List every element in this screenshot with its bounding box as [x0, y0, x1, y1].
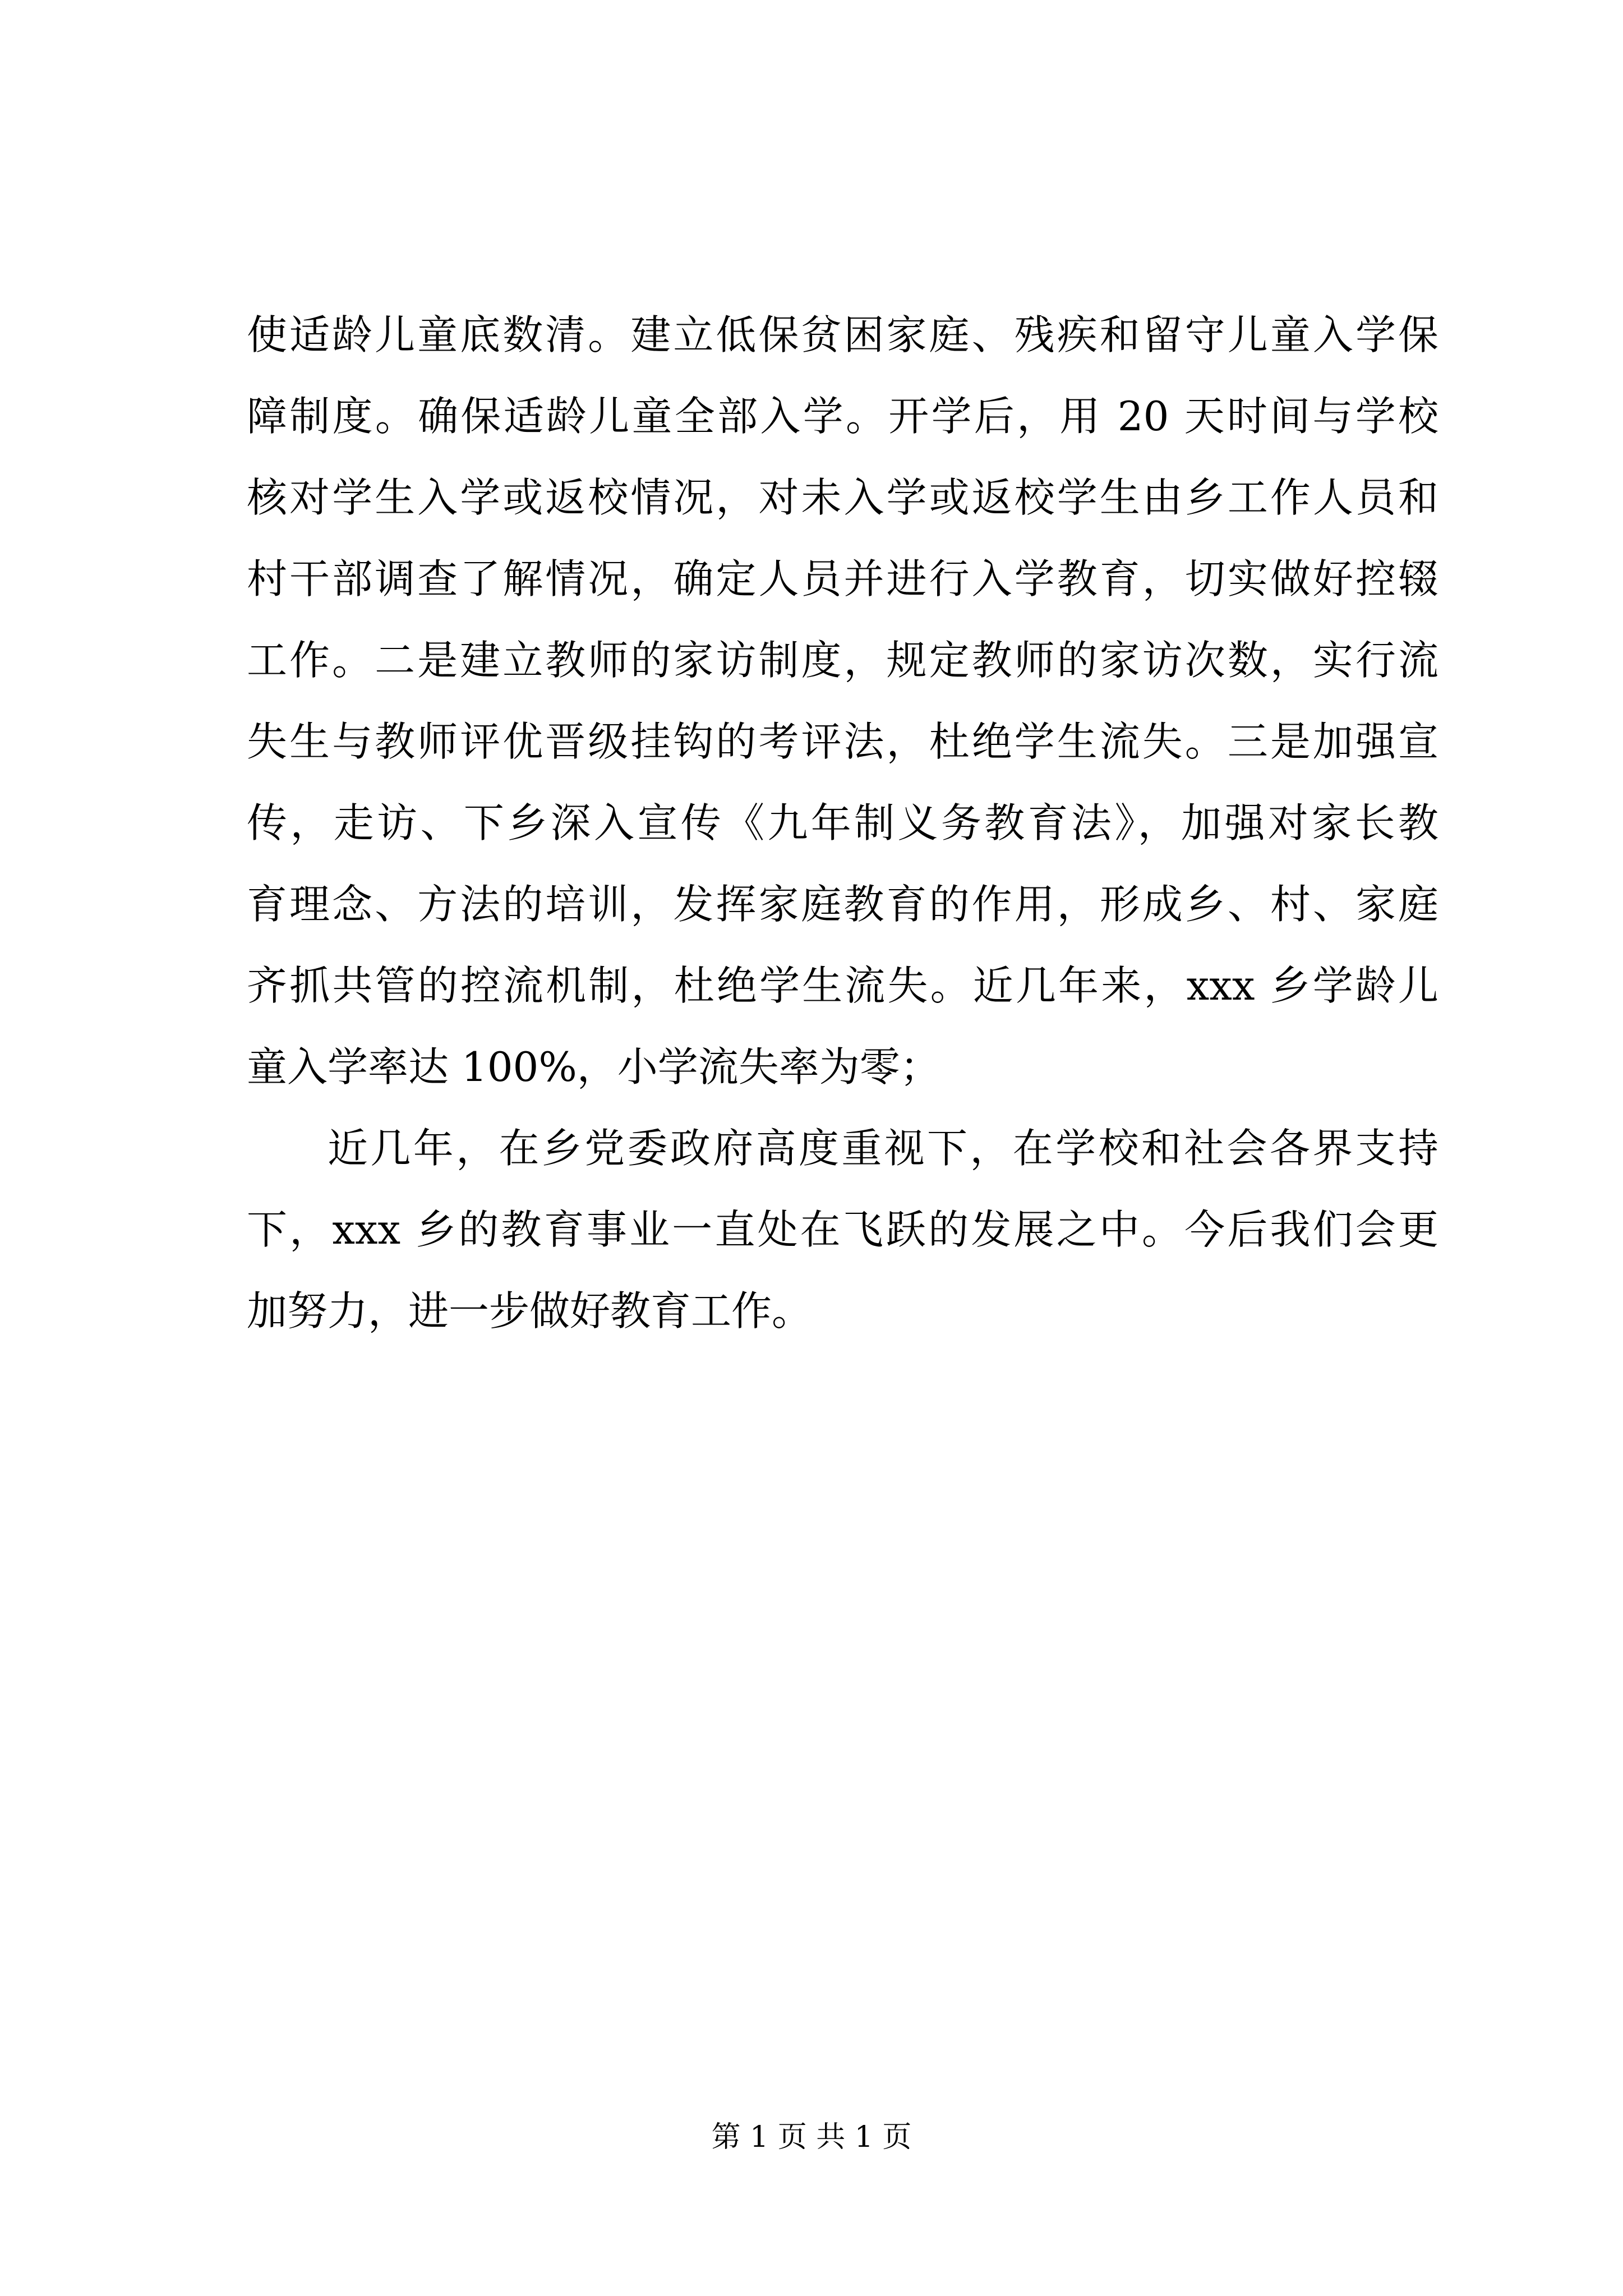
- paragraph-1: [247, 295, 1438, 1108]
- paragraph-line: 齐抓共管的控流机制，杜绝学生流失。近几年来，xxx 乡学龄儿: [247, 962, 1438, 1009]
- page-number-label: 第 1 页 共 1 页: [711, 2120, 912, 2154]
- paragraph-line: 近几年，在乡党委政府高度重视下，在学校和社会各界支持: [328, 1125, 1438, 1172]
- paragraph-line: 使适龄儿童底数清。建立低保贫困家庭、残疾和留守儿童入学保: [247, 311, 1438, 358]
- paragraph-line: 障制度。确保适龄儿童全部入学。开学后，用 20 天时间与学校: [247, 393, 1438, 440]
- paragraph-line: 村干部调查了解情况，确定人员并进行入学教育，切实做好控辍: [247, 555, 1438, 602]
- paragraph-line: 下，xxx 乡的教育事业一直处在飞跃的发展之中。今后我们会更: [247, 1206, 1438, 1253]
- page-footer: [0, 2118, 1623, 2157]
- paragraph-line: 加努力，进一步做好教育工作。: [247, 1287, 813, 1335]
- paragraph-line: 失生与教师评优晋级挂钩的考评法，杜绝学生流失。三是加强宣: [247, 718, 1438, 765]
- document-body: [247, 295, 1438, 1352]
- paragraph-2: [247, 1108, 1438, 1352]
- paragraph-line: 核对学生入学或返校情况，对未入学或返校学生由乡工作人员和: [247, 474, 1438, 521]
- paragraph-line: 工作。二是建立教师的家访制度，规定教师的家访次数，实行流: [247, 637, 1438, 684]
- paragraph-line: 童入学率达 100%，小学流失率为零；: [247, 1043, 940, 1091]
- paragraph-line: 育理念、方法的培训，发挥家庭教育的作用，形成乡、村、家庭: [247, 881, 1438, 928]
- paragraph-line: 传，走访、下乡深入宣传《九年制义务教育法》，加强对家长教: [247, 799, 1438, 846]
